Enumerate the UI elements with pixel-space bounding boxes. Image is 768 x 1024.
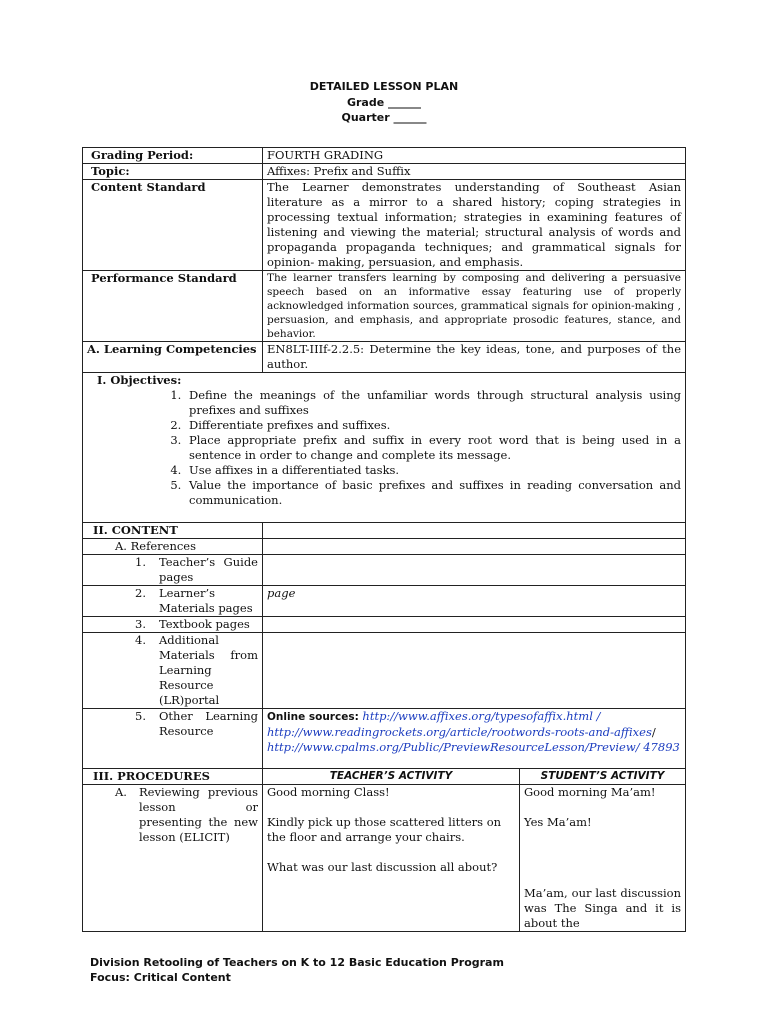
teacher-line: Good morning Class! <box>267 785 390 799</box>
textbook-pages-value <box>263 617 686 633</box>
references-label: A. References <box>83 539 263 555</box>
grading-period-label: Grading Period: <box>83 148 263 164</box>
procedures-heading: III. PROCEDURES <box>83 769 263 785</box>
content-standard-label: Content Standard <box>83 180 263 271</box>
content-heading: II. CONTENT <box>83 523 263 539</box>
topic-label: Topic: <box>83 164 263 180</box>
quarter-line: Quarter ______ <box>341 111 427 124</box>
footer-line-1: Division Retooling of Teachers on K to 12 Basic Education Program <box>90 956 504 969</box>
additional-materials-label: 4. Additional Materials from Learning Resource (LR)portal <box>83 633 263 709</box>
teacher-activity-cell <box>263 785 520 932</box>
student-activity-cell <box>520 785 686 932</box>
additional-materials-value <box>263 633 686 709</box>
objectives-list <box>87 388 681 508</box>
teachers-guide-value <box>263 555 686 586</box>
link-cpalms[interactable]: http://www.cpalms.org/Public/PreviewResourceLesson/Preview/ 47893 <box>267 740 680 754</box>
other-resource-label: 5. Other Learning Resource <box>83 709 263 769</box>
link-affixes[interactable]: http://www.affixes.org/typesofaffix.html / <box>362 709 601 723</box>
online-sources-cell <box>263 709 686 769</box>
teachers-activity-header: TEACHER’S ACTIVITY <box>263 769 520 785</box>
footer-line-2: Focus: Critical Content <box>90 971 231 984</box>
objectives-heading: I. Objectives: <box>97 373 182 387</box>
objective-item: 4. Use affixes in a differentiated tasks. <box>185 463 681 478</box>
learning-competencies-value: EN8LT-IIIf-2.2.5: Determine the key ideas, tone, and purposes of the author. <box>263 342 686 373</box>
grading-period-value: FOURTH GRADING <box>263 148 686 164</box>
objective-item: 3. Place appropriate prefix and suffix in every root word that is being used in a sentence in order to change and complete its message. <box>185 433 681 463</box>
performance-standard-label: Performance Standard <box>83 271 263 342</box>
textbook-pages-label: 3. Textbook pages <box>83 617 263 633</box>
student-line: Good morning Ma’am! <box>524 785 656 799</box>
objective-item: 2. Differentiate prefixes and suffixes. <box>185 418 681 433</box>
content-standard-value: The Learner demonstrates understanding of Southeast Asian literature as a mirror to a shared history; coping strategies in processing textual information; strategies in examining features of listening and viewing the material; structural analysis of words and propaganda propaganda techniques; and grammatical signals for opinion- making, persuasion, and emphasis. <box>263 180 686 271</box>
learners-materials-label: 2. Learner’s Materials pages <box>83 586 263 617</box>
teacher-line: Kindly pick up those scattered litters on the floor and arrange your chairs. <box>267 815 502 844</box>
teachers-guide-label: 1. Teacher’s Guide pages <box>83 555 263 586</box>
link-readingrockets[interactable]: http://www.readingrockets.org/article/rootwords-roots-and-affixes <box>267 725 652 739</box>
students-activity-header: STUDENT’S ACTIVITY <box>520 769 686 785</box>
grade-line: Grade ______ <box>346 96 422 109</box>
online-sources-label: Online sources: <box>267 711 359 723</box>
topic-value: Affixes: Prefix and Suffix <box>263 164 686 180</box>
references-value <box>263 539 686 555</box>
objective-item: 5. Value the importance of basic prefixes and suffixes in reading conversation and communication. <box>185 478 681 508</box>
lesson-plan-table <box>82 147 686 932</box>
student-line: Ma’am, our last discussion was The Singa and it is about the <box>524 886 682 930</box>
objectives-cell <box>83 373 686 523</box>
performance-standard-value: The learner transfers learning by composing and delivering a persuasive speech based on an informative essay featuring use of properly acknowledged information sources, grammatical signals for opinion-making , persuasion, and emphasis, and appropriate prosodic features, stance, and behavior. <box>263 271 686 342</box>
student-line: Yes Ma’am! <box>524 815 592 829</box>
document-title: DETAILED LESSON PLAN <box>309 80 459 93</box>
objective-item: 1. Define the meanings of the unfamiliar words through structural analysis using prefixes and suffixes <box>185 388 681 418</box>
content-heading-value <box>263 523 686 539</box>
teacher-line: What was our last discussion all about? <box>267 860 498 874</box>
learners-materials-value: page <box>263 586 686 617</box>
elicit-step-label: A. Reviewing previous lesson or presenting the new lesson (ELICIT) <box>83 785 263 932</box>
link-separator: / <box>651 725 656 739</box>
learning-competencies-label: A. Learning Competencies <box>83 342 263 373</box>
